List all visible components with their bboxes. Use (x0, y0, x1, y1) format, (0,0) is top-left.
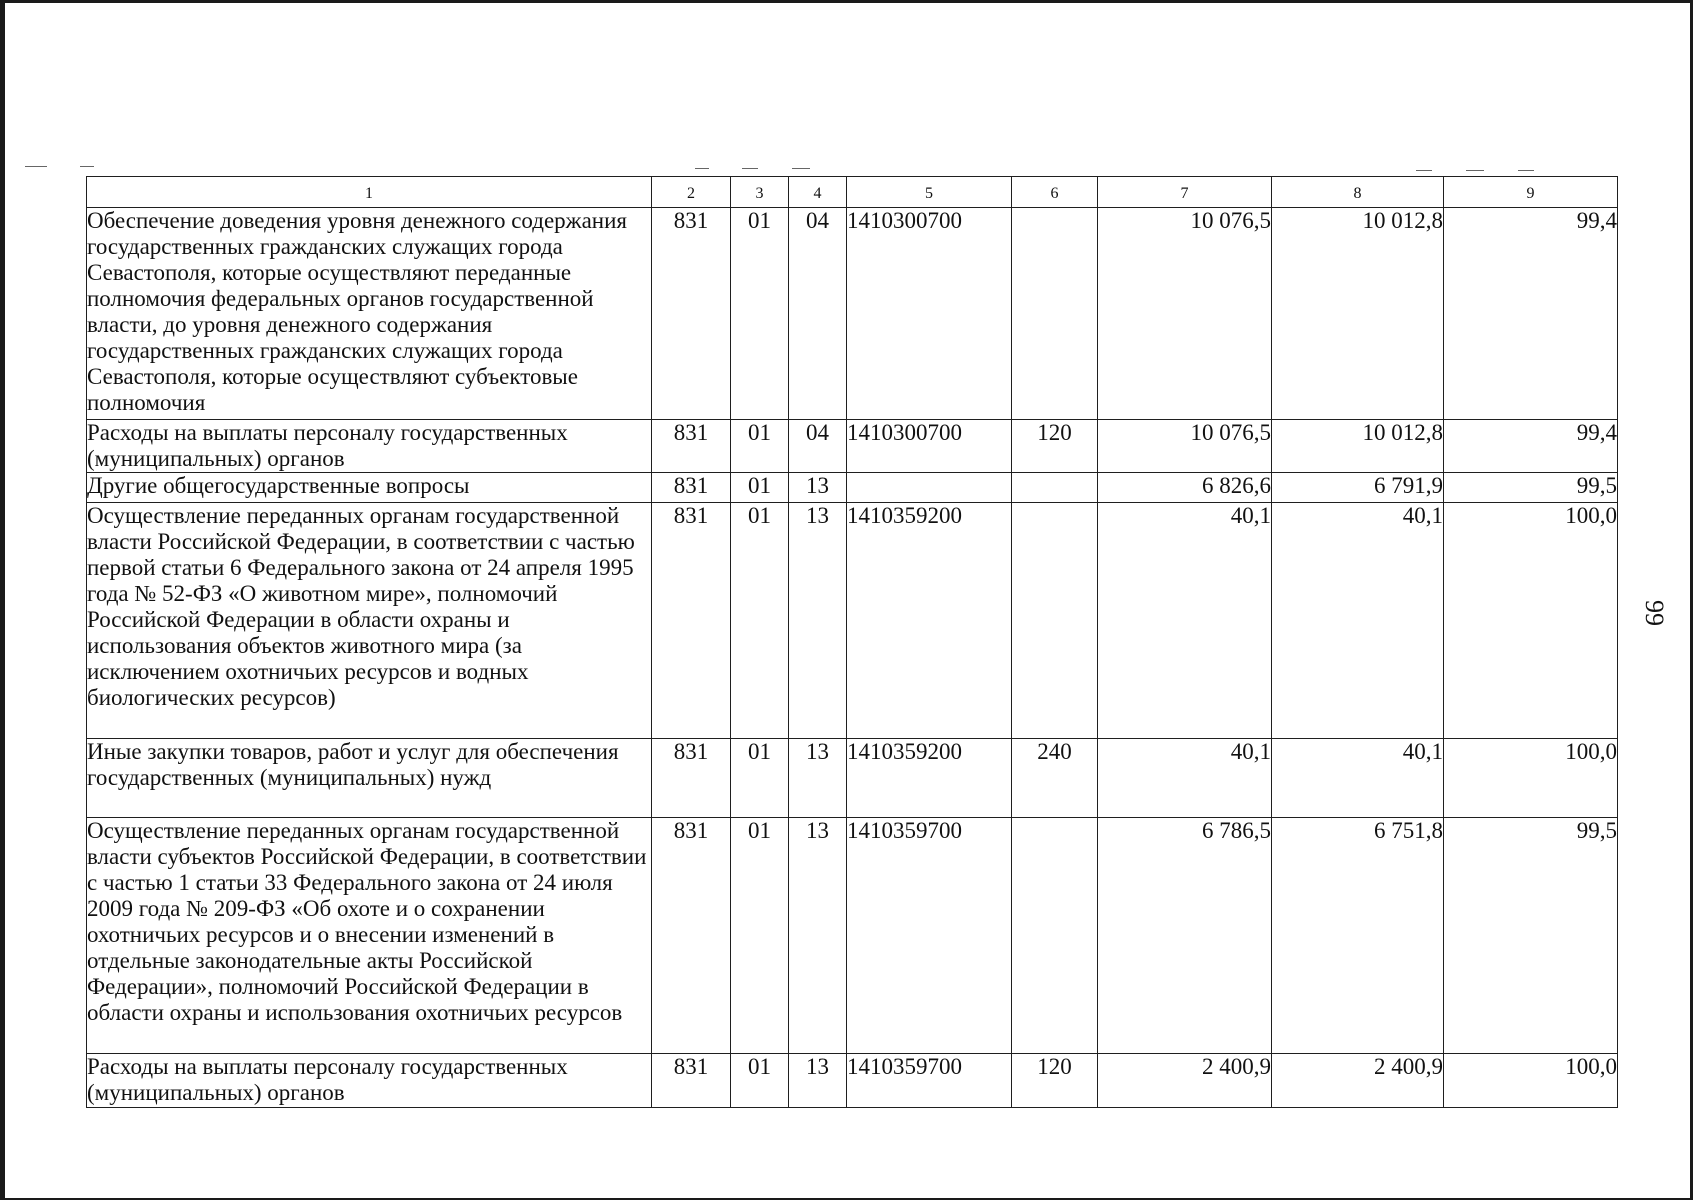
column-number-row (87, 177, 1618, 208)
expense-type-code (1012, 503, 1098, 739)
scan-mark (25, 166, 47, 167)
target-article-code: 1410359700 (847, 1054, 1012, 1108)
subsection-code: 04 (789, 208, 847, 420)
column-number: 6 (1012, 177, 1098, 208)
target-article-code (847, 473, 1012, 503)
target-article-code: 1410300700 (847, 208, 1012, 420)
expense-name: Обеспечение доведения уровня денежного содержания государственных гражданских служащих города Севастополя, которые осуществляют переданные полномочия федеральных органов государственной власти, до уровня денежного содержания государственных гражданских служащих города Севастополя, которые осуществляют субъектовые полномочия (87, 208, 652, 420)
expense-type-code: 120 (1012, 1054, 1098, 1108)
planned-amount: 10 076,5 (1098, 208, 1272, 420)
actual-amount: 40,1 (1272, 739, 1444, 818)
table-row (87, 473, 1618, 503)
subsection-code: 13 (789, 473, 847, 503)
planned-amount: 40,1 (1098, 739, 1272, 818)
grbs-code: 831 (652, 208, 731, 420)
actual-amount: 6 791,9 (1272, 473, 1444, 503)
planned-amount: 2 400,9 (1098, 1054, 1272, 1108)
expense-type-code (1012, 208, 1098, 420)
subsection-code: 13 (789, 503, 847, 739)
planned-amount: 40,1 (1098, 503, 1272, 739)
scan-mark (1466, 170, 1484, 171)
grbs-code: 831 (652, 818, 731, 1054)
grbs-code: 831 (652, 503, 731, 739)
section-code: 01 (731, 420, 789, 473)
grbs-code: 831 (652, 1054, 731, 1108)
column-number: 3 (731, 177, 789, 208)
target-article-code: 1410359200 (847, 503, 1012, 739)
target-article-code: 1410359200 (847, 739, 1012, 818)
scan-mark (695, 168, 709, 169)
column-number: 5 (847, 177, 1012, 208)
expense-name: Расходы на выплаты персоналу государственных (муниципальных) органов (87, 1054, 652, 1108)
actual-amount: 10 012,8 (1272, 420, 1444, 473)
planned-amount: 6 786,5 (1098, 818, 1272, 1054)
actual-amount: 6 751,8 (1272, 818, 1444, 1054)
section-code: 01 (731, 208, 789, 420)
execution-percent: 99,5 (1444, 818, 1618, 1054)
expense-type-code: 120 (1012, 420, 1098, 473)
grbs-code: 831 (652, 473, 731, 503)
section-code: 01 (731, 503, 789, 739)
column-number: 9 (1444, 177, 1618, 208)
execution-percent: 99,4 (1444, 420, 1618, 473)
grbs-code: 831 (652, 420, 731, 473)
target-article-code: 1410300700 (847, 420, 1012, 473)
page-number: 99 (1640, 600, 1669, 626)
column-number: 7 (1098, 177, 1272, 208)
target-article-code: 1410359700 (847, 818, 1012, 1054)
expense-name: Осуществление переданных органам государственной власти субъектов Российской Федерации, в соответствии с частью 1 статьи 33 Федерального закона от 24 июля 2009 года № 209-ФЗ «Об охоте и о сохранении охотничьих ресурсов и о внесении изменений в отдельные законодательные акты Российской Федерации», полномочий Российской Федерации в области охраны и использования охотничьих ресурсов (87, 818, 652, 1054)
actual-amount: 40,1 (1272, 503, 1444, 739)
scan-mark (1518, 170, 1534, 171)
scan-mark (792, 168, 810, 169)
subsection-code: 04 (789, 420, 847, 473)
grbs-code: 831 (652, 739, 731, 818)
scan-mark (742, 168, 758, 169)
expense-type-code (1012, 818, 1098, 1054)
table-row (87, 208, 1618, 420)
subsection-code: 13 (789, 1054, 847, 1108)
subsection-code: 13 (789, 739, 847, 818)
column-number: 1 (87, 177, 652, 208)
expense-type-code: 240 (1012, 739, 1098, 818)
execution-percent: 99,4 (1444, 208, 1618, 420)
table-row (87, 420, 1618, 473)
column-number: 4 (789, 177, 847, 208)
column-number: 2 (652, 177, 731, 208)
section-code: 01 (731, 739, 789, 818)
section-code: 01 (731, 1054, 789, 1108)
actual-amount: 10 012,8 (1272, 208, 1444, 420)
execution-percent: 99,5 (1444, 473, 1618, 503)
budget-execution-table (86, 176, 1618, 1108)
planned-amount: 10 076,5 (1098, 420, 1272, 473)
expense-name: Иные закупки товаров, работ и услуг для обеспечения государственных (муниципальных) нужд (87, 739, 652, 818)
table-row (87, 503, 1618, 739)
scan-mark (80, 166, 94, 167)
expense-type-code (1012, 473, 1098, 503)
subsection-code: 13 (789, 818, 847, 1054)
execution-percent: 100,0 (1444, 739, 1618, 818)
execution-percent: 100,0 (1444, 1054, 1618, 1108)
scan-mark (1416, 170, 1432, 171)
expense-name: Осуществление переданных органам государственной власти Российской Федерации, в соответствии с частью первой статьи 6 Федерального закона от 24 апреля 1995 года № 52-ФЗ «О животном мире», полномочий Российской Федерации в области охраны и использования объектов животного мира (за исключением охотничьих ресурсов и водных биологических ресурсов) (87, 503, 652, 739)
table-row (87, 1054, 1618, 1108)
planned-amount: 6 826,6 (1098, 473, 1272, 503)
table-row (87, 818, 1618, 1054)
expense-name: Другие общегосударственные вопросы (87, 473, 652, 503)
table-row (87, 739, 1618, 818)
actual-amount: 2 400,9 (1272, 1054, 1444, 1108)
section-code: 01 (731, 473, 789, 503)
expense-name: Расходы на выплаты персоналу государственных (муниципальных) органов (87, 420, 652, 473)
section-code: 01 (731, 818, 789, 1054)
execution-percent: 100,0 (1444, 503, 1618, 739)
column-number: 8 (1272, 177, 1444, 208)
